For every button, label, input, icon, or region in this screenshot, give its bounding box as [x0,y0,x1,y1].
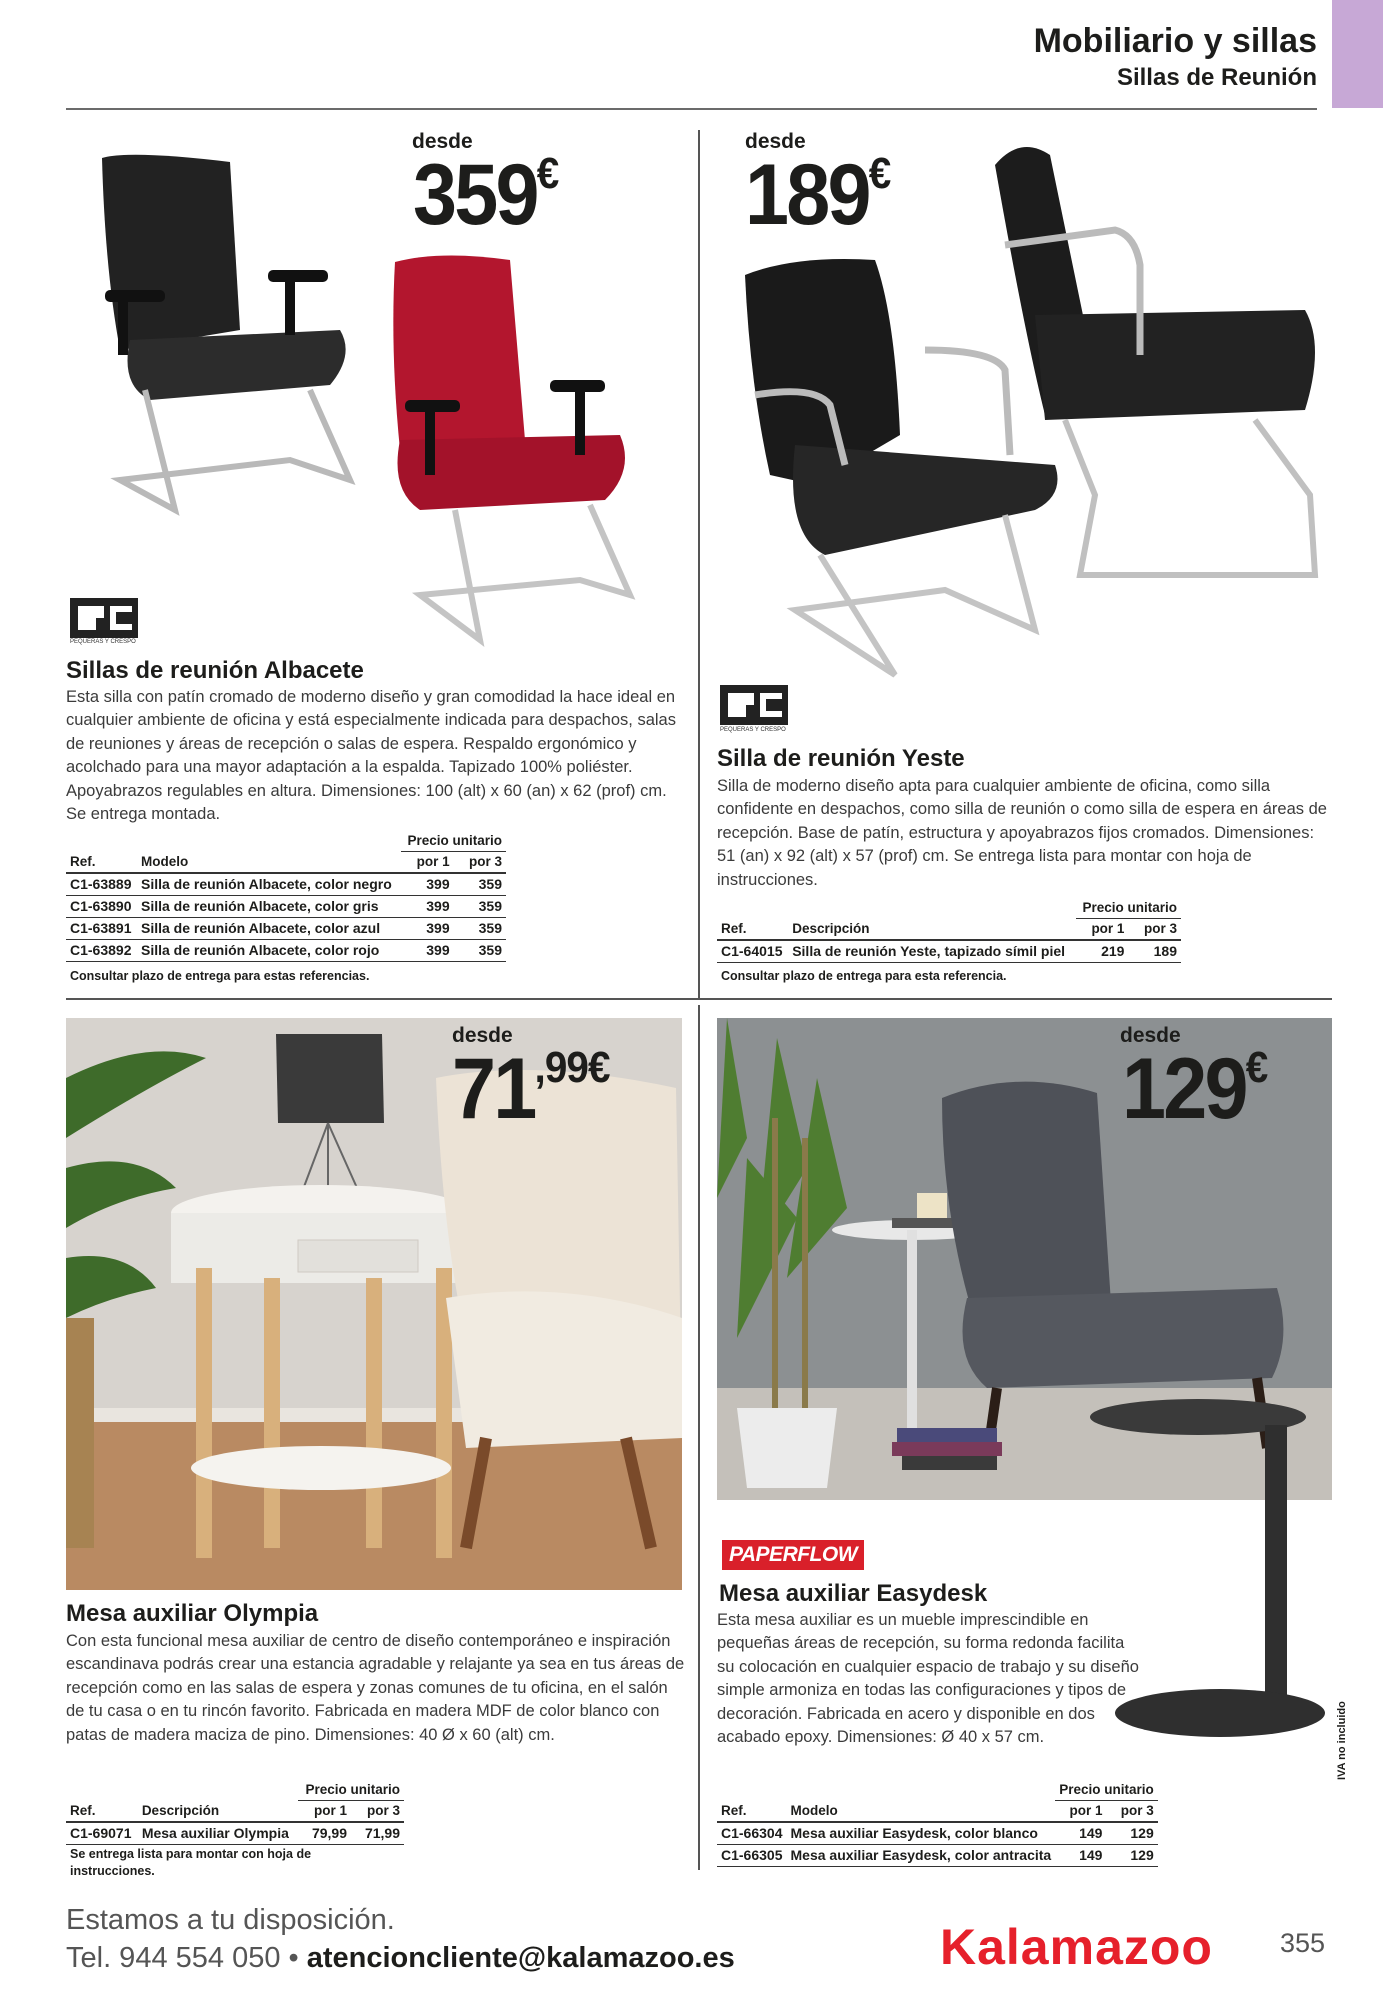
albacete-desde-label: desde [412,130,473,153]
cell-modelo: Silla de reunión Albacete, color azul [137,917,401,939]
albacete-price: 359€ [413,147,559,243]
yeste-price-table [717,898,1181,963]
iva-note: IVA no incluido [1336,1701,1348,1780]
albacete-price-table [66,831,506,962]
table-row [66,895,506,917]
col-modelo: Modelo [137,851,401,873]
cell-por1: 219 [1076,940,1129,962]
table-row [717,1822,1158,1844]
olympia-price-table [66,1780,404,1845]
footer-phone[interactable]: Tel. 944 554 050 • [66,1942,299,1974]
cell-por3: 189 [1128,940,1181,962]
cell-por1: 399 [401,917,453,939]
table-row [66,1822,404,1844]
yeste-title: Silla de reunión Yeste [717,745,965,772]
albacete-note: Consultar plazo de entrega para estas referencias. [70,969,370,983]
col-por3: por 3 [454,851,506,873]
cell-ref: C1-66305 [717,1844,787,1866]
price-caption: Precio unitario [401,831,506,851]
col-descripcion: Descripción [138,1800,298,1822]
col-ref: Ref. [717,1800,787,1822]
cell-por1: 399 [401,939,453,961]
table-row [66,939,506,961]
cell-por3: 129 [1106,1844,1157,1866]
col-descripcion: Descripción [788,918,1076,940]
col-por1: por 1 [401,851,453,873]
cell-por1: 399 [401,873,453,895]
col-ref: Ref. [66,851,137,873]
col-por3: por 3 [1106,1800,1157,1822]
cell-por3: 71,99 [351,1822,404,1844]
cell-modelo: Mesa auxiliar Easydesk, color antracita [787,1844,1056,1866]
footer-availability: Estamos a tu disposición. [66,1904,395,1936]
olympia-description: Con esta funcional mesa auxiliar de centro de diseño contemporáneo e inspiración escandinava podrás crear una estancia agradable y relajante ya sea en tus áreas de recepción como en las salas de espera y zonas comunes de tu oficina, en el salón de tu casa o en tu rincón favorito. Fabricada en madera MDF de color blanco con patas de madera maciza de pino. Dimensiones: 40 Ø x 60 (alt) cm. [66,1632,685,1744]
yeste-desde-label: desde [745,130,806,153]
table-row [717,940,1181,962]
easydesk-desde-label: desde [1120,1024,1181,1047]
cell-ref: C1-69071 [66,1822,138,1844]
cell-ref: C1-64015 [717,940,788,962]
paperflow-brand-logo: PAPERFLOW [722,1540,864,1570]
cell-por3: 359 [454,895,506,917]
cell-por1: 149 [1055,1822,1106,1844]
col-modelo: Modelo [787,1800,1056,1822]
cell-modelo: Silla de reunión Albacete, color gris [137,895,401,917]
pc-brand-caption-albacete: PEQUERAS Y CRESPO [70,639,136,645]
col-por1: por 1 [1076,918,1129,940]
page-number: 355 [1280,1928,1326,1958]
col-por1: por 1 [1055,1800,1106,1822]
vertical-divider-bottom [698,1005,700,1870]
table-row [66,873,506,895]
olympia-title: Mesa auxiliar Olympia [66,1600,319,1627]
page-subtitle: Sillas de Reunión [1116,64,1317,91]
cell-por1: 79,99 [298,1822,351,1844]
cell-por1: 399 [401,895,453,917]
cell-descripcion: Mesa auxiliar Olympia [138,1822,298,1844]
easydesk-price: 129€ [1122,1041,1268,1137]
easydesk-description: Esta mesa auxiliar es un mueble imprescindible en pequeñas áreas de recepción, su forma redonda facilita su colocación en cualquier espacio de trabajo y su diseño simple armoniza en todas las configuraciones y tipos de decoración. Fabricada en acero y disponible en dos acabado epoxy. Dimensiones: Ø 40 x 57 cm. [717,1611,1139,1747]
black-chair [102,155,350,510]
header-divider [66,108,1317,110]
vertical-divider-top [698,130,700,998]
cell-por3: 359 [454,939,506,961]
cell-modelo: Silla de reunión Albacete, color rojo [137,939,401,961]
footer-email-link[interactable]: atencioncliente@kalamazoo.es [306,1942,735,1974]
back-chair [995,147,1315,575]
horizontal-divider [66,998,1332,1000]
cell-modelo: Mesa auxiliar Easydesk, color blanco [787,1822,1056,1844]
price-caption: Precio unitario [1055,1780,1158,1800]
yeste-chairs-image [735,135,1335,715]
olympia-note: Se entrega lista para montar con hoja de instrucciones. [70,1847,312,1878]
kalamazoo-logo[interactable]: Kalamazoo [940,1919,1213,1975]
price-caption: Precio unitario [298,1780,404,1800]
front-chair [745,259,1058,675]
yeste-price: 189€ [745,147,891,243]
cell-modelo: Silla de reunión Albacete, color negro [137,873,401,895]
page-title: Mobiliario y sillas [1033,22,1317,60]
easydesk-price-table [717,1780,1158,1867]
easydesk-title: Mesa auxiliar Easydesk [719,1580,988,1607]
cell-ref: C1-63890 [66,895,137,917]
olympia-desde-label: desde [452,1024,513,1047]
col-por3: por 3 [1128,918,1181,940]
col-por3: por 3 [351,1800,404,1822]
col-ref: Ref. [717,918,788,940]
cell-ref: C1-63891 [66,917,137,939]
table-row [66,917,506,939]
pc-brand-caption-yeste: PEQUERAS Y CRESPO [720,727,786,733]
cell-por1: 149 [1055,1844,1106,1866]
cell-ref: C1-63889 [66,873,137,895]
albacete-chairs-image [90,147,690,670]
cell-por3: 359 [454,873,506,895]
col-por1: por 1 [298,1800,351,1822]
cell-por3: 359 [454,917,506,939]
cell-por3: 129 [1106,1822,1157,1844]
price-caption: Precio unitario [1076,898,1181,918]
albacete-title: Sillas de reunión Albacete [66,657,364,684]
red-chair [393,255,630,640]
albacete-description: Esta silla con patín cromado de moderno diseño y gran comodidad la hace ideal en cualquier ambiente de oficina y está especialmente indicada para despachos, salas de reuniones y áreas de recepción o salas de espera. Respaldo ergonómico y acolchado para una mayor adaptación a la espalda. Tapizado 100% poliéster. Apoyabrazos regulables en altura. Dimensiones: 100 (alt) x 60 (an) x 62 (prof) cm. Se entrega montada. [66,688,676,824]
olympia-price: $71^{,99€}$ [452,1041,610,1137]
footer-contact [66,1942,735,1975]
table-row [717,1844,1158,1866]
yeste-description: Silla de moderno diseño apta para cualquier ambiente de oficina, como silla confidente en despachos, como silla de reunión o como silla de espera en áreas de recepción. Base de patín, estructura y apoyabrazos fijos cromados. Dimensiones: 51 (an) x 92 (alt) x 57 (prof) cm. Se entrega lista para montar con hoja de instrucciones. [717,777,1327,889]
cell-descripcion: Silla de reunión Yeste, tapizado símil piel [788,940,1076,962]
col-ref: Ref. [66,1800,138,1822]
yeste-note: Consultar plazo de entrega para esta referencia. [721,969,1007,983]
section-tab [1332,0,1383,108]
cell-ref: C1-66304 [717,1822,787,1844]
cell-ref: C1-63892 [66,939,137,961]
